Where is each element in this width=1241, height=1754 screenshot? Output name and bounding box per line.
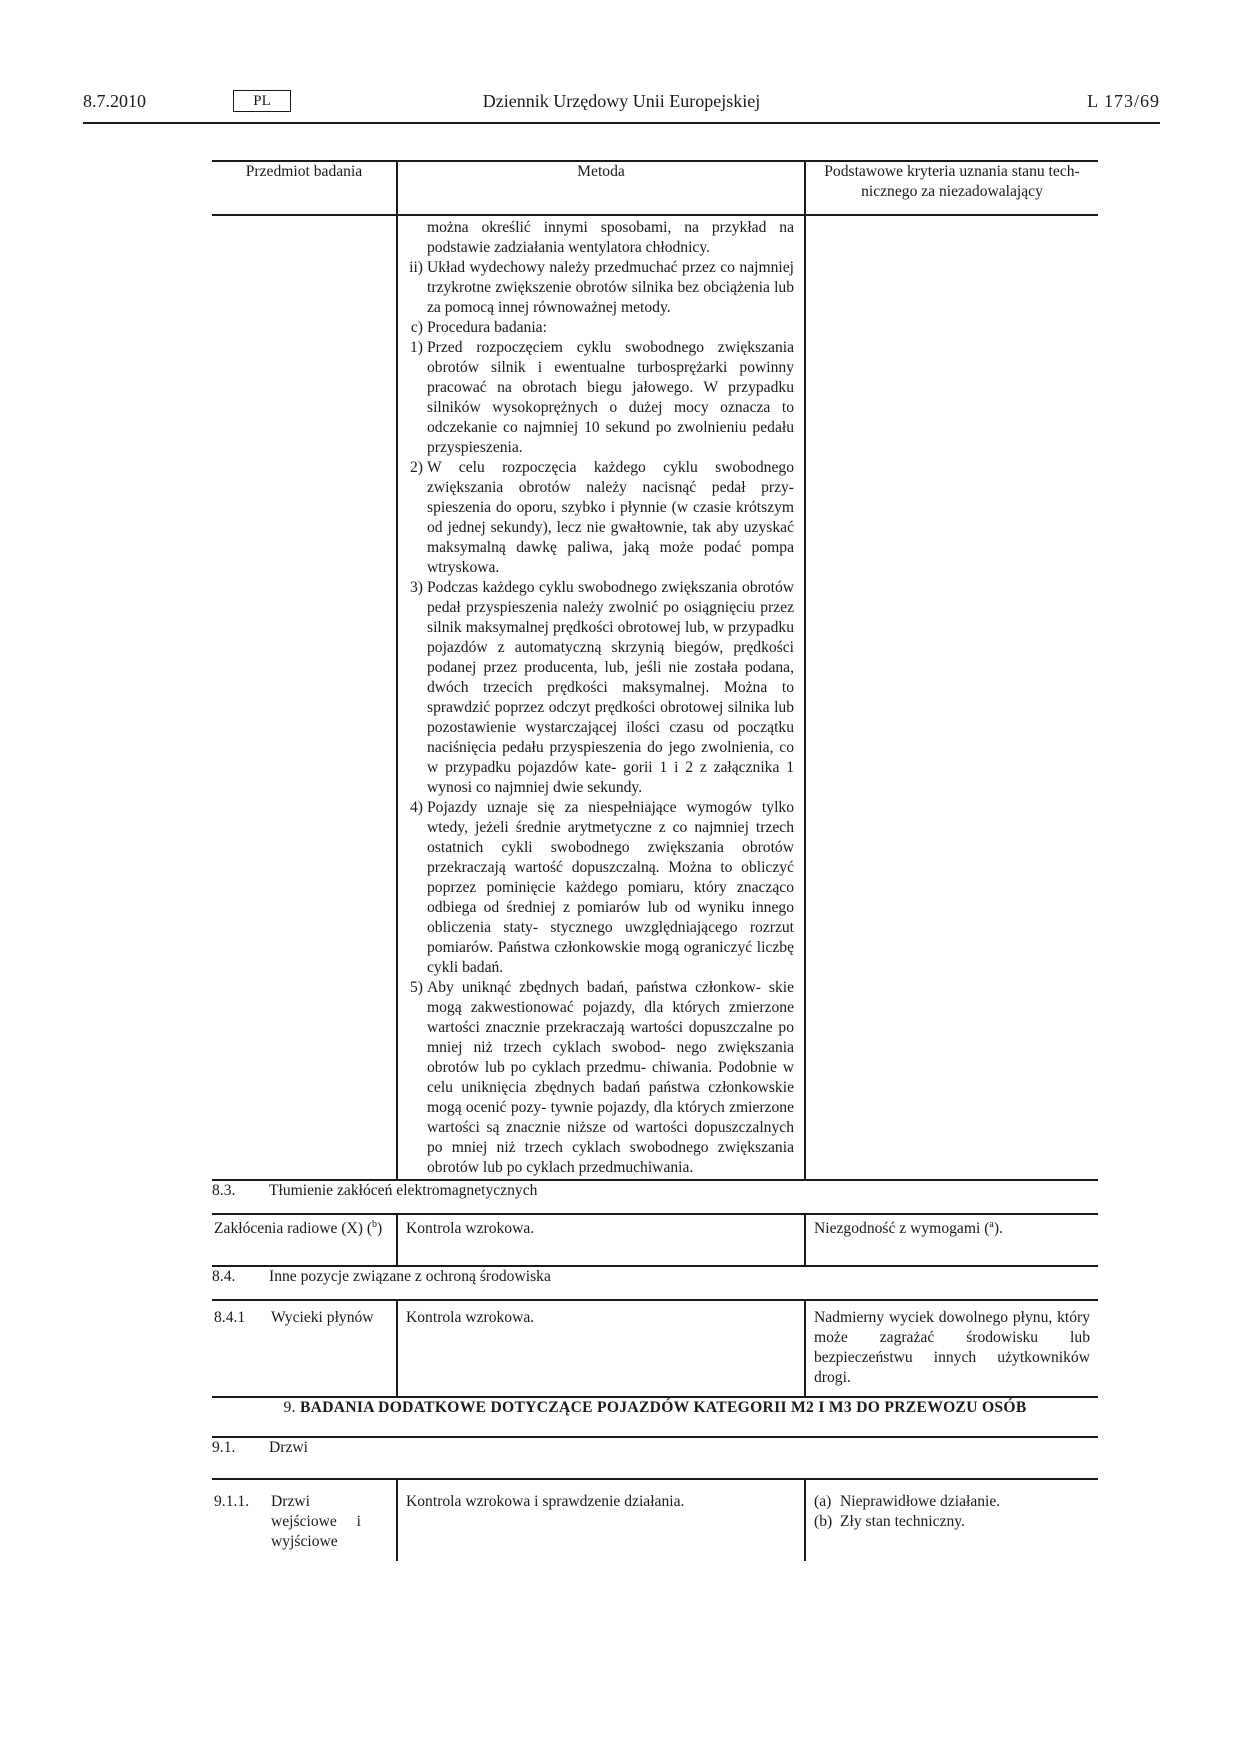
list-item: 5) Aby uniknąć zbędnych badań, państwa członkow- skie mogą zakwestionować pojazdy, dla których zmierzone wartości znacznie przekraczają wartości dopuszczalne po mniej niż trzech cyklach swobod- nego zwiększania obrotów lub po cyklach przedmu- chiwania. Podobnie w celu uniknięcia zbędnych badań państwa członkowskie mogą ocenić pozy- tywnie pojazdy, dla których zmierzone wartości są znacznie niższe od wartości dopuszczalnych po mniej niż trzech cyklach swobodnego zwiększania obrotów lub po cyklach przedmuchiwania. — [410, 979, 794, 1176]
section-9-1-row — [212, 1437, 1098, 1479]
method-continuation-row — [212, 215, 1098, 1180]
list-item: 4) Pojazdy uznaje się za niespełniające wymogów tylko wtedy, jeżeli średnie arytmetyczne z co najmniej trzech ostatnich cykli swobodnego zwiększania obrotów przekraczają wartość dopuszczalną. Można to obliczyć poprzez pominięcie każdego pomiaru, który znacząco odbiega od średniej z pomiarów lub od wyniku innego obliczenia staty- stycznego uwzględniającego rozrzut pomiarów. Państwa członkowskie mogą ograniczyć liczbę cykli badań. — [410, 799, 794, 976]
section-title: Inne pozycje związane z ochroną środowiska — [269, 1268, 551, 1285]
method-cell: Kontrola wzrokowa. — [397, 1300, 805, 1397]
subject-cell: Zakłócenia radiowe (X) ($^b$) — [212, 1214, 397, 1266]
list-item: ii) Układ wydechowy należy przedmuchać przez co najmniej trzykrotne zwiększenie obrotów silnika bez obciążenia lub za pomocą innej równoważnej metody. — [409, 259, 794, 316]
running-header — [83, 86, 1160, 116]
subject-cell — [212, 1479, 397, 1561]
list-item: (b) Zły stan techniczny. — [814, 1513, 965, 1530]
chapter-title: BADANIA DODATKOWE DOTYCZĄCE POJAZDÓW KATEGORII M2 I M3 DO PRZEWOZU OSÓB — [299, 1399, 1027, 1416]
list-item: 2) W celu rozpoczęcia każdego cyklu swobodnego zwiększania obrotów należy nacisnąć pedał przy- spieszenia do oporu, szybko i płynnie (w czasie krótszym od jednej sekundy), lecz nie gwałtownie, tak aby uzyskać maksymalną dawkę paliwa, jaką może podać pompa wtryskowa. — [410, 459, 794, 576]
criteria-cell-empty — [805, 215, 1098, 1180]
subject-cell — [212, 1300, 397, 1397]
list-item: 1) Przed rozpoczęciem cyklu swobodnego zwiększania obrotów silnik i ewentualne turbosprężarki powinny pracować na obrotach biegu jałowego. W przypadku silników wysokoprężnych o dużej mocy oznacza to odczekanie co najmniej 10 sekund po zwolnieniu pedału przyspieszenia. — [410, 339, 794, 456]
section-9-row — [212, 1397, 1098, 1437]
section-8-4-row — [212, 1266, 1098, 1300]
section-heading — [212, 1437, 1098, 1479]
table-row — [212, 1214, 1098, 1266]
page-reference: L 173/69 — [1087, 91, 1160, 111]
section-heading — [212, 1180, 1098, 1214]
table-header-row — [212, 161, 1098, 215]
subject-cell-empty — [212, 215, 397, 1180]
method-cell — [397, 215, 805, 1180]
publication-date: 8.7.2010 — [83, 91, 146, 111]
table-row — [212, 1300, 1098, 1397]
list-item: 3) Podczas każdego cyklu swobodnego zwiększania obrotów pedał przyspieszenia należy zwolnić po osiągnięciu przez silnik maksymalnej prędkości obrotowej lub, w przypadku pojazdów z automatyczną skrzynią biegów, prędkości podanej przez producenta, lub, jeśli nie została podana, dwóch trzecich prędkości maksymalnej. Można to sprawdzić poprzez odczyt prędkości obrotowej silnika lub pozostawienie wystarczającej ilości czasu od początku naciśnięcia pedału przyspieszenia do jego zwolnienia, co w przypadku pojazdów kate- gorii 1 i 2 z załącznika 1 wynosi co najmniej dwie sekundy. — [410, 579, 794, 796]
section-title: Tłumienie zakłóceń elektromagnetycznych — [269, 1182, 538, 1199]
table-row — [212, 1479, 1098, 1561]
section-number: 8.4. — [212, 1268, 236, 1285]
column-header-method: Metoda — [397, 161, 805, 215]
chapter-heading — [212, 1397, 1098, 1437]
chapter-number: 9. — [283, 1399, 296, 1416]
section-8-3-row — [212, 1180, 1098, 1214]
criteria-cell: Niezgodność z wymogami ($^a$). — [805, 1214, 1098, 1266]
inspection-table-wrapper — [212, 160, 1098, 1561]
journal-title: Dziennik Urzędowy Unii Europejskiej — [482, 91, 761, 111]
method-cell: Kontrola wzrokowa. — [397, 1214, 805, 1266]
inspection-table — [212, 160, 1098, 1561]
method-cell: Kontrola wzrokowa i sprawdzenie działania. — [397, 1479, 805, 1561]
column-header-subject: Przedmiot badania — [212, 161, 397, 215]
item-subject: Drzwi wejściowe i wyjściowe — [271, 1493, 361, 1550]
criteria-cell: Nadmierny wyciek dowolnego płynu, który może zagrażać środowisku lub bezpieczeństwu innych użytkowników drogi. — [805, 1300, 1098, 1397]
section-title: Drzwi — [269, 1439, 308, 1456]
list-item: (a) Nieprawidłowe działanie. — [814, 1493, 1001, 1510]
item-number: 8.4.1 — [214, 1309, 246, 1326]
item-subject: Wycieki płynów — [271, 1309, 374, 1326]
header-rule — [83, 122, 1160, 124]
section-number: 8.3. — [212, 1182, 236, 1199]
item-number: 9.1.1. — [214, 1493, 250, 1510]
list-item: c) Procedura badania: — [410, 319, 547, 336]
language-badge: PL — [233, 90, 291, 112]
list-item: można określić innymi sposobami, na przykład na podstawie zadziałania wentylatora chłodnicy. — [427, 219, 794, 256]
section-heading — [212, 1266, 1098, 1300]
criteria-cell — [805, 1479, 1098, 1561]
column-header-criteria: Podstawowe kryteria uznania stanu tech- nicznego za niezadowalający — [805, 161, 1098, 215]
section-number: 9.1. — [212, 1439, 236, 1456]
